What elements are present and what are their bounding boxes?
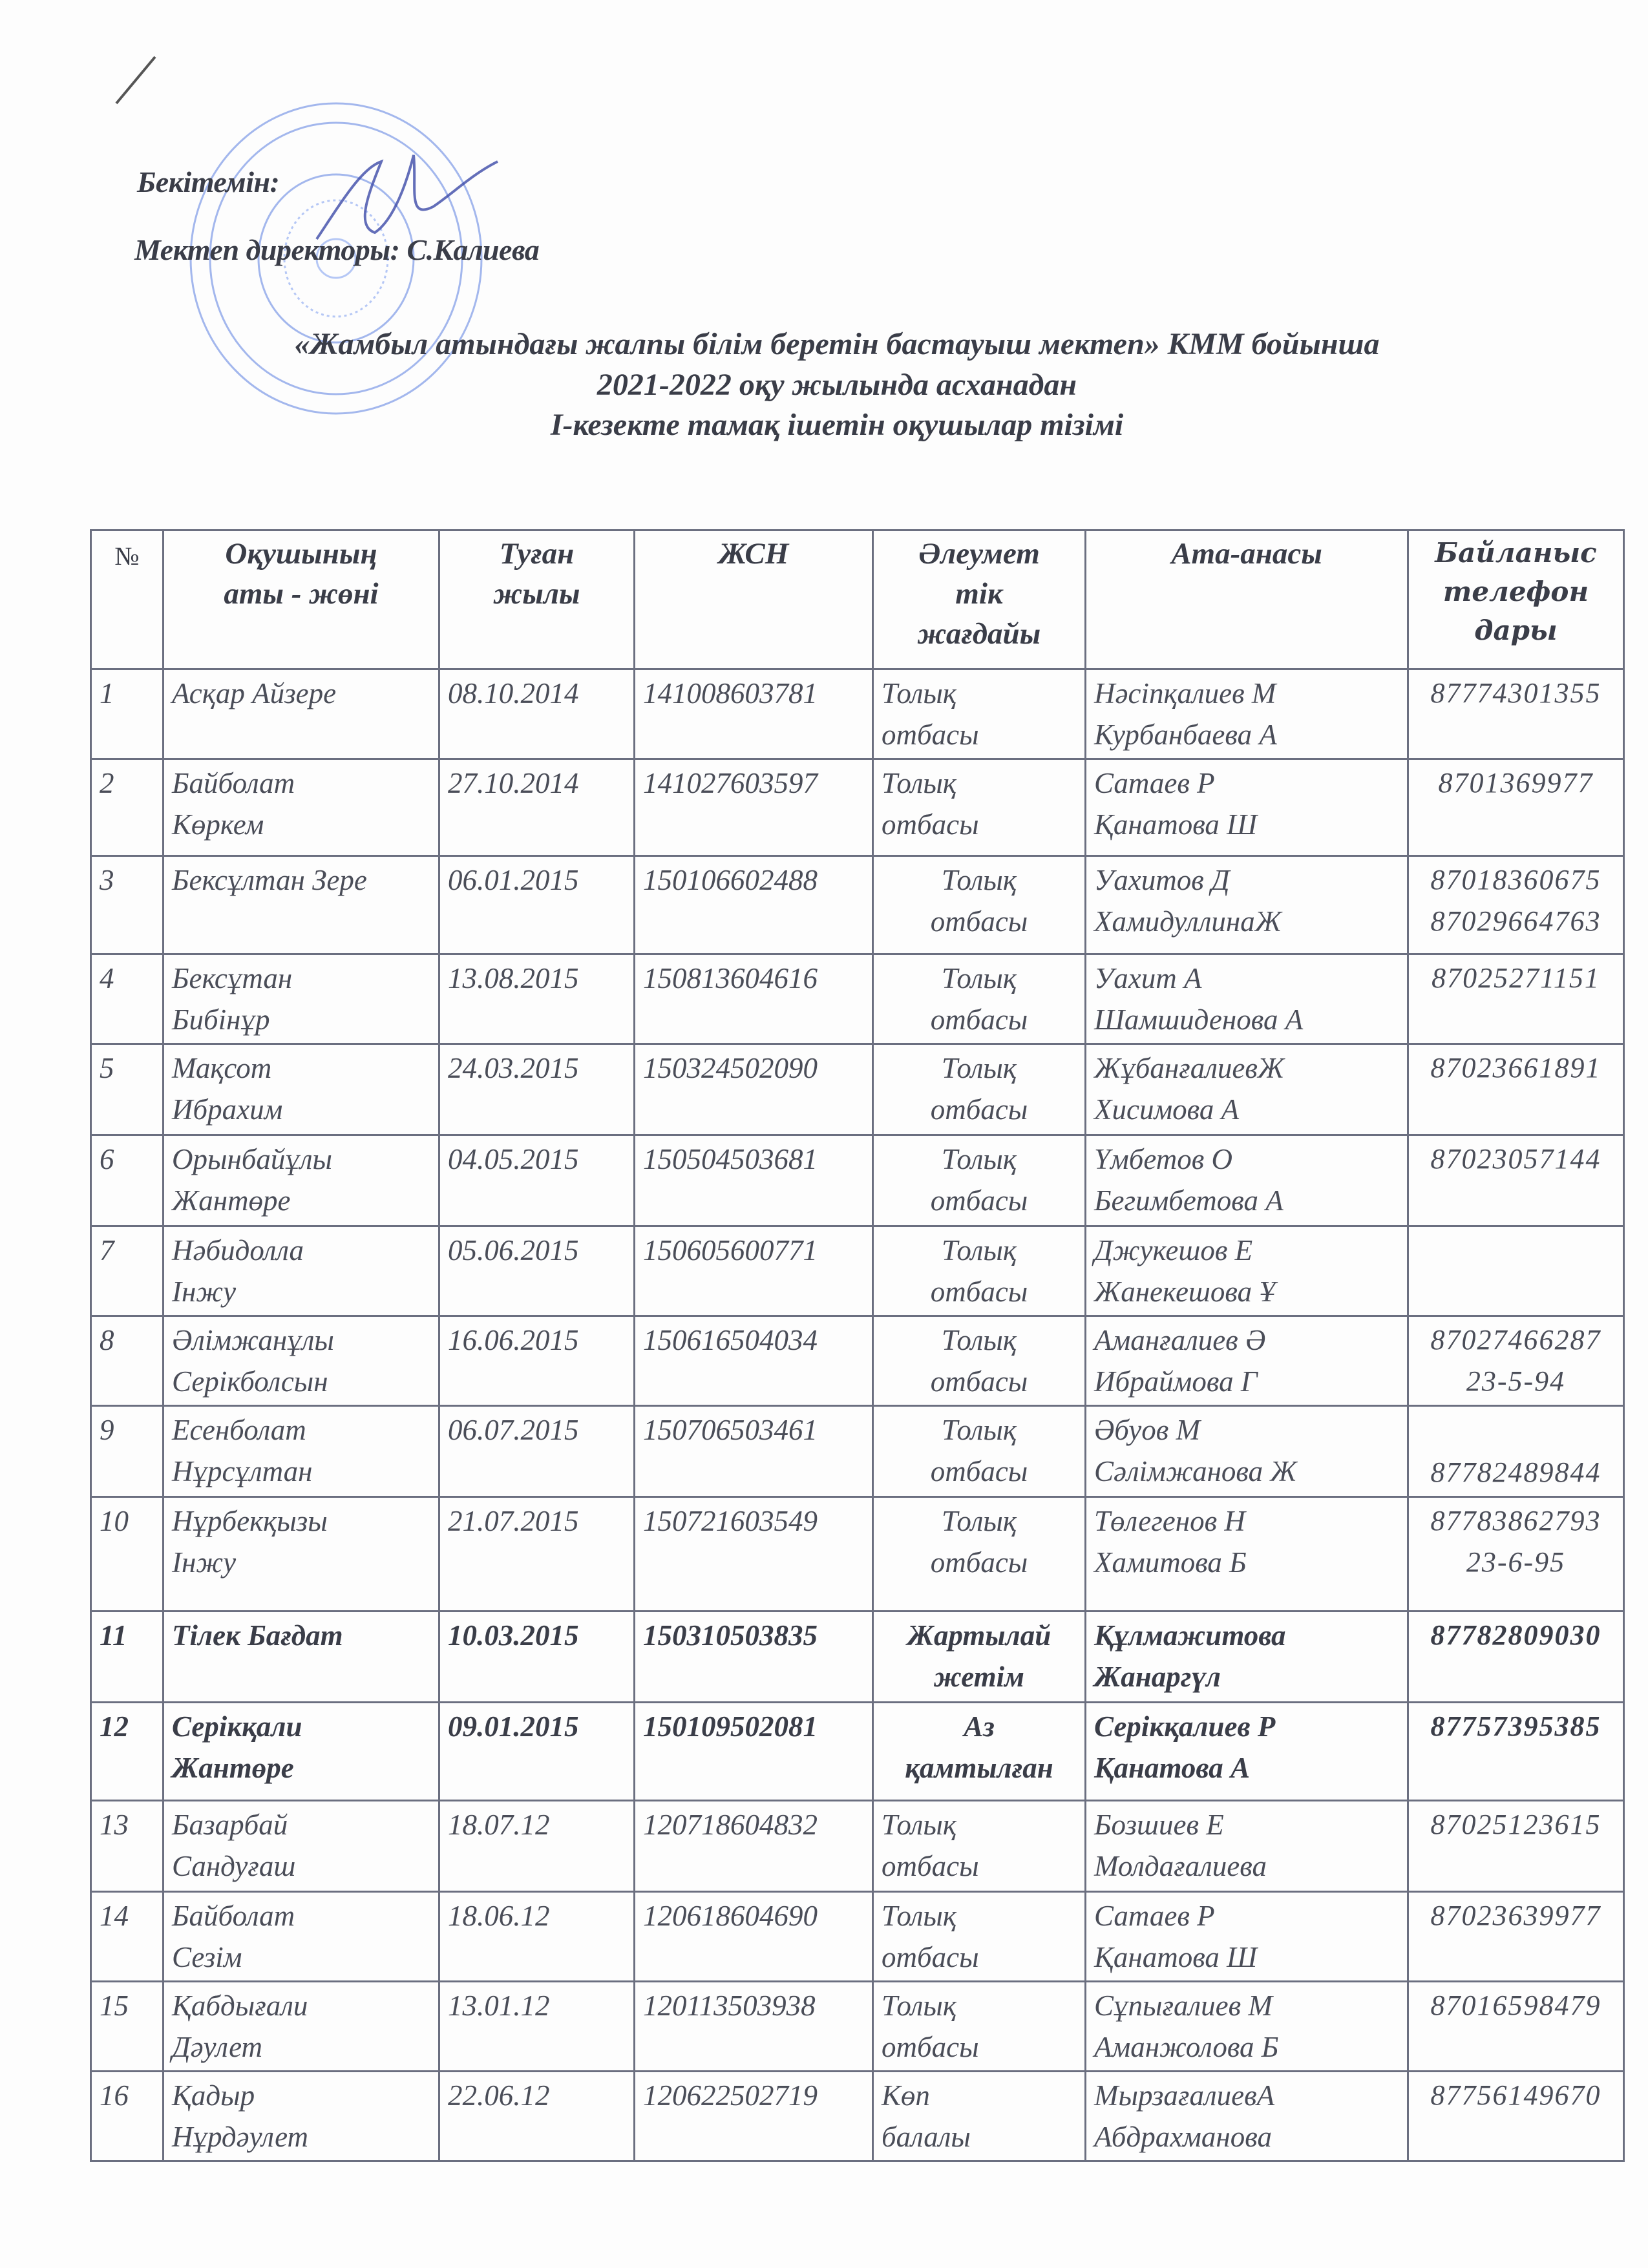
cell-number: 11 (91, 1612, 164, 1703)
cell-phone: 87782809030 (1408, 1612, 1624, 1703)
cell-student-name: Байболат Көркем (164, 759, 439, 856)
cell-parents: ЖұбанғалиевЖ Хисимова А (1086, 1044, 1408, 1135)
cell-iin: 150106602488 (635, 856, 873, 954)
cell-social-status: Толық отбасы (873, 1135, 1086, 1226)
cell-parents: Сатаев Р Қанатова Ш (1086, 1892, 1408, 1982)
cell-phone: 87783862793 23-6-95 (1408, 1497, 1624, 1612)
table-row (91, 1892, 1624, 1982)
cell-social-status: Толық отбасы (873, 1892, 1086, 1982)
cell-student-name: Орынбайұлы Жантөре (164, 1135, 439, 1226)
cell-social-status: Толық отбасы (873, 1316, 1086, 1406)
cell-number: 15 (91, 1982, 164, 2072)
cell-parents: Джукешов Е Жанекешова Ұ (1086, 1226, 1408, 1316)
cell-parents: Нәсіпқалиев М Курбанбаева А (1086, 669, 1408, 759)
cell-number: 14 (91, 1892, 164, 1982)
cell-number: 12 (91, 1703, 164, 1801)
cell-parents: Төлегенов Н Хамитова Б (1086, 1497, 1408, 1612)
cell-parents: Әбуов М Сәлімжанова Ж (1086, 1406, 1408, 1497)
document-title-line-3: І-кезекте тамақ ішетін оқушылар тізімі (550, 408, 1124, 442)
cell-phone: 87025123615 (1408, 1801, 1624, 1892)
cell-number: 6 (91, 1135, 164, 1226)
header-parents: Ата-анасы (1086, 530, 1408, 669)
cell-iin: 150504503681 (635, 1135, 873, 1226)
table-row (91, 1135, 1624, 1226)
cell-birth-date: 16.06.2015 (439, 1316, 635, 1406)
cell-social-status: Толық отбасы (873, 1982, 1086, 2072)
cell-birth-date: 22.06.12 (439, 2072, 635, 2161)
table-row (91, 1316, 1624, 1406)
cell-iin: 150310503835 (635, 1612, 873, 1703)
cell-phone: 87016598479 (1408, 1982, 1624, 2072)
cell-student-name: Қадыр Нұрдәулет (164, 2072, 439, 2161)
cell-birth-date: 10.03.2015 (439, 1612, 635, 1703)
cell-phone (1408, 1226, 1624, 1316)
cell-phone: 87023661891 (1408, 1044, 1624, 1135)
table-row (91, 1801, 1624, 1892)
cell-iin: 120622502719 (635, 2072, 873, 2161)
cell-social-status: Толық отбасы (873, 856, 1086, 954)
cell-number: 16 (91, 2072, 164, 2161)
cell-student-name: Нәбидолла Інжу (164, 1226, 439, 1316)
cell-number: 7 (91, 1226, 164, 1316)
cell-student-name: Бексұтан Бибінұр (164, 954, 439, 1044)
cell-parents: Уахит А Шамшиденова А (1086, 954, 1408, 1044)
cell-phone: 87782489844 (1408, 1406, 1624, 1497)
cell-iin: 141008603781 (635, 669, 873, 759)
cell-parents: Аманғалиев Ә Ибраймова Г (1086, 1316, 1408, 1406)
header-student-name: Оқушының аты - жөні (164, 530, 439, 669)
cell-iin: 141027603597 (635, 759, 873, 856)
cell-iin: 150324502090 (635, 1044, 873, 1135)
cell-student-name: Есенболат Нұрсұлтан (164, 1406, 439, 1497)
cell-phone: 87018360675 87029664763 (1408, 856, 1624, 954)
cell-parents: Бозшиев Е Молдағалиева (1086, 1801, 1408, 1892)
cell-student-name: Қабдығали Дәулет (164, 1982, 439, 2072)
cell-phone: 8701369977 (1408, 759, 1624, 856)
cell-birth-date: 13.01.12 (439, 1982, 635, 2072)
cell-iin: 150721603549 (635, 1497, 873, 1612)
cell-parents: Сұпығалиев М Аманжолова Б (1086, 1982, 1408, 2072)
table-header-row (91, 530, 1624, 669)
cell-birth-date: 18.06.12 (439, 1892, 635, 1982)
cell-phone: 87756149670 (1408, 2072, 1624, 2161)
table-row (91, 856, 1624, 954)
table-row (91, 1044, 1624, 1135)
table-body (91, 669, 1624, 2161)
cell-social-status: Толық отбасы (873, 669, 1086, 759)
cell-social-status: Аз қамтылған (873, 1703, 1086, 1801)
table-row (91, 1406, 1624, 1497)
cell-birth-date: 05.06.2015 (439, 1226, 635, 1316)
cell-number: 10 (91, 1497, 164, 1612)
cell-birth-date: 24.03.2015 (439, 1044, 635, 1135)
cell-student-name: Тілек Бағдат (164, 1612, 439, 1703)
cell-number: 5 (91, 1044, 164, 1135)
cell-iin: 150605600771 (635, 1226, 873, 1316)
cell-iin: 120113503938 (635, 1982, 873, 2072)
cell-social-status: Толық отбасы (873, 1801, 1086, 1892)
cell-phone: 87023639977 (1408, 1892, 1624, 1982)
cell-social-status: Толық отбасы (873, 954, 1086, 1044)
cell-number: 1 (91, 669, 164, 759)
cell-phone: 87774301355 (1408, 669, 1624, 759)
director-name: Мектеп директоры: С.Калиева (134, 233, 540, 266)
table-row (91, 1982, 1624, 2072)
cell-student-name: Асқар Айзере (164, 669, 439, 759)
cell-social-status: Толық отбасы (873, 759, 1086, 856)
document-title-line-2: 2021-2022 оқу жылында асханадан (597, 368, 1077, 402)
cell-student-name: Байболат Сезім (164, 1892, 439, 1982)
cell-social-status: Толық отбасы (873, 1044, 1086, 1135)
cell-birth-date: 08.10.2014 (439, 669, 635, 759)
table-row (91, 954, 1624, 1044)
approval-label: Бекітемін: (137, 165, 280, 198)
cell-iin: 150813604616 (635, 954, 873, 1044)
cell-social-status: Толық отбасы (873, 1406, 1086, 1497)
cell-number: 3 (91, 856, 164, 954)
table-row (91, 1226, 1624, 1316)
pen-mark (110, 52, 162, 110)
cell-number: 8 (91, 1316, 164, 1406)
cell-student-name: Мақсот Ибрахим (164, 1044, 439, 1135)
cell-parents: Құлмажитова Жанаргүл (1086, 1612, 1408, 1703)
cell-iin: 120618604690 (635, 1892, 873, 1982)
table-row (91, 669, 1624, 759)
cell-parents: Серікқалиев Р Қанатова А (1086, 1703, 1408, 1801)
cell-parents: МырзағалиевА Абдрахманова (1086, 2072, 1408, 2161)
cell-parents: Үмбетов О Бегимбетова А (1086, 1135, 1408, 1226)
cell-student-name: Нұрбекқызы Інжу (164, 1497, 439, 1612)
cell-iin: 150109502081 (635, 1703, 873, 1801)
cell-iin: 150706503461 (635, 1406, 873, 1497)
header-social-status: Әлеумет тік жағдайы (873, 530, 1086, 669)
cell-iin: 120718604832 (635, 1801, 873, 1892)
cell-birth-date: 27.10.2014 (439, 759, 635, 856)
table-row (91, 1497, 1624, 1612)
cell-phone: 87027466287 23-5-94 (1408, 1316, 1624, 1406)
header-birth-date: Туған жылы (439, 530, 635, 669)
cell-number: 2 (91, 759, 164, 856)
cell-iin: 150616504034 (635, 1316, 873, 1406)
cell-birth-date: 21.07.2015 (439, 1497, 635, 1612)
cell-parents: Уахитов Д ХамидуллинаЖ (1086, 856, 1408, 954)
table-row (91, 1612, 1624, 1703)
cell-birth-date: 09.01.2015 (439, 1703, 635, 1801)
cell-student-name: Серікқали Жантөре (164, 1703, 439, 1801)
document-title-line-1: «Жамбыл атындағы жалпы білім беретін бастауыш мектеп» КММ бойынша (294, 327, 1380, 361)
cell-birth-date: 06.07.2015 (439, 1406, 635, 1497)
header-number: № (91, 530, 164, 669)
cell-student-name: Әлімжанұлы Серікболсын (164, 1316, 439, 1406)
cell-phone: 87023057144 (1408, 1135, 1624, 1226)
cell-student-name: Бексұлтан Зере (164, 856, 439, 954)
table-row (91, 1703, 1624, 1801)
cell-phone: 87757395385 (1408, 1703, 1624, 1801)
header-phone: Байланыс телефон дары (1408, 530, 1624, 669)
cell-social-status: Толық отбасы (873, 1226, 1086, 1316)
cell-social-status: Жартылай жетім (873, 1612, 1086, 1703)
cell-birth-date: 06.01.2015 (439, 856, 635, 954)
header-iin: ЖСН (635, 530, 873, 669)
table-row (91, 2072, 1624, 2161)
cell-number: 4 (91, 954, 164, 1044)
cell-number: 9 (91, 1406, 164, 1497)
cell-birth-date: 18.07.12 (439, 1801, 635, 1892)
cell-social-status: Толық отбасы (873, 1497, 1086, 1612)
cell-social-status: Көп балалы (873, 2072, 1086, 2161)
table-row (91, 759, 1624, 856)
cell-phone: 87025271151 (1408, 954, 1624, 1044)
cell-birth-date: 04.05.2015 (439, 1135, 635, 1226)
cell-student-name: Базарбай Сандуғаш (164, 1801, 439, 1892)
cell-birth-date: 13.08.2015 (439, 954, 635, 1044)
students-table (90, 529, 1625, 2162)
cell-number: 13 (91, 1801, 164, 1892)
cell-parents: Сатаев Р Қанатова Ш (1086, 759, 1408, 856)
